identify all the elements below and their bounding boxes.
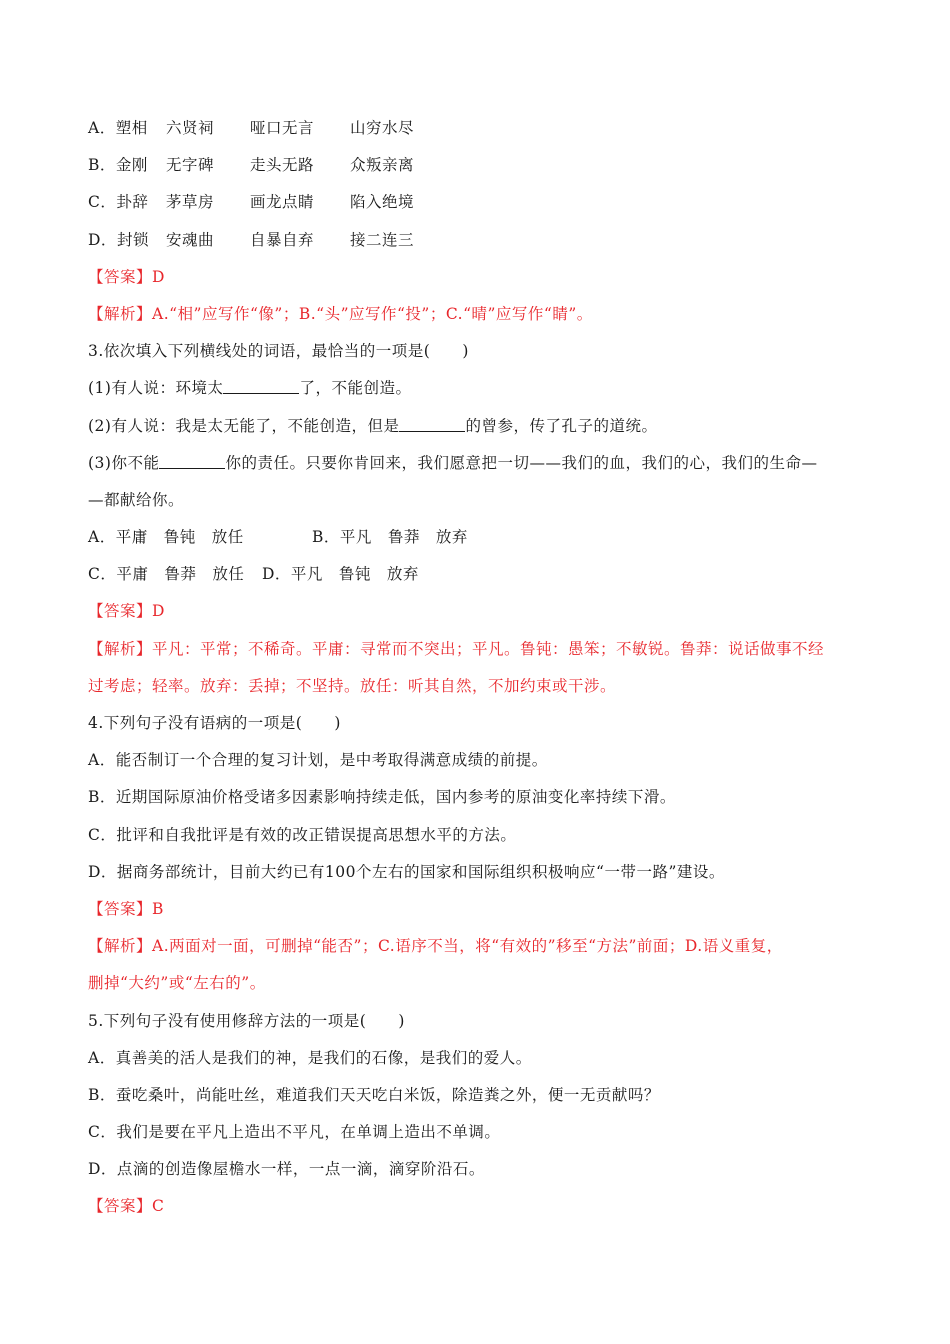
document-page — [88, 110, 868, 1226]
q3-sentence-2: (2)有人说：我是太无能了，不能创造，但是 的曾参，传了孔子的道统。 — [88, 416, 658, 435]
q3-stem: 3.依次填入下列横线处的词语，最恰当的一项是( ) — [88, 342, 469, 361]
q4-stem: 4.下列句子没有语病的一项是( ) — [88, 714, 341, 732]
q5-answer: 【答案】C — [88, 1197, 165, 1216]
fill-blank — [159, 454, 225, 469]
q3-analysis-1: 【解析】平凡：平常；不稀奇。平庸：寻常而不突出；平凡。鲁钝：愚笨；不敏锐。鲁莽：说话做事不经 — [88, 639, 825, 658]
q5-option-d: D．点滴的创造像屋檐水一样，一点一滴，滴穿阶沿石。 — [88, 1160, 485, 1179]
q2-option-b: B．金刚 无字碑 走头无路 众叛亲离 — [88, 156, 415, 175]
q4-option-d: D．据商务部统计，目前大约已有100个左右的国家和国际组织积极响应“一带一路”建设。 — [88, 862, 725, 881]
q4-analysis-1: 【解析】A.两面对一面，可删掉“能否”；C.语序不当，将“有效的”移至“方法”前面；D.语义重复， — [88, 937, 783, 956]
q4-option-b: B．近期国际原油价格受诸多因素影响持续走低，国内参考的原油变化率持续下滑。 — [88, 788, 676, 807]
q2-analysis: 【解析】A.“相”应写作“像”；B.“头”应写作“投”；C.“晴”应写作“睛”。 — [88, 304, 593, 323]
q3-analysis-2: 过考虑；轻率。放弃：丢掉；不坚持。放任：听其自然，不加约束或干涉。 — [88, 676, 617, 695]
q5-option-b: B．蚕吃桑叶，尚能吐丝，难道我们天天吃白米饭，除造粪之外，便一无贡献吗？ — [88, 1085, 660, 1104]
q3-options-ab: A．平庸 鲁钝 放任 B．平凡 鲁莽 放弃 — [88, 528, 468, 547]
q2-option-d: D．封锁 安魂曲 自暴自弃 接二连三 — [88, 230, 415, 249]
q3-sentence-1: (1)有人说：环境太 了，不能创造。 — [88, 379, 412, 398]
q4-option-a: A．能否制订一个合理的复习计划，是中考取得满意成绩的前提。 — [88, 751, 548, 770]
fill-blank — [399, 417, 465, 432]
q2-answer: 【答案】D — [88, 267, 165, 286]
q5-option-c: C．我们是要在平凡上造出不平凡，在单调上造出不单调。 — [88, 1123, 501, 1142]
fill-blank — [223, 379, 299, 394]
q5-option-a: A．真善美的活人是我们的神，是我们的石像，是我们的爱人。 — [88, 1048, 532, 1067]
q4-option-c: C．批评和自我批评是有效的改正错误提高思想水平的方法。 — [88, 825, 517, 844]
q3-sentence-3-cont: —都献给你。 — [88, 490, 185, 509]
q3-answer: 【答案】D — [88, 602, 165, 621]
q2-option-a: A．塑相 六贤祠 哑口无言 山穷水尽 — [88, 110, 868, 147]
q4-analysis-2: 删掉“大约”或“左右的”。 — [88, 974, 266, 993]
q3-sentence-3: (3)你不能 你的责任。只要你肯回来，我们愿意把一切——我们的血，我们的心，我们的生命— — [88, 453, 818, 472]
q4-answer: 【答案】B — [88, 899, 164, 918]
q5-stem: 5.下列句子没有使用修辞方法的一项是( ) — [88, 1011, 405, 1030]
q2-option-c: C．卦辞 茅草房 画龙点睛 陷入绝境 — [88, 193, 415, 212]
q3-options-cd: C．平庸 鲁莽 放任 D．平凡 鲁钝 放弃 — [88, 565, 419, 584]
option-letter: A．塑相 — [88, 119, 148, 137]
